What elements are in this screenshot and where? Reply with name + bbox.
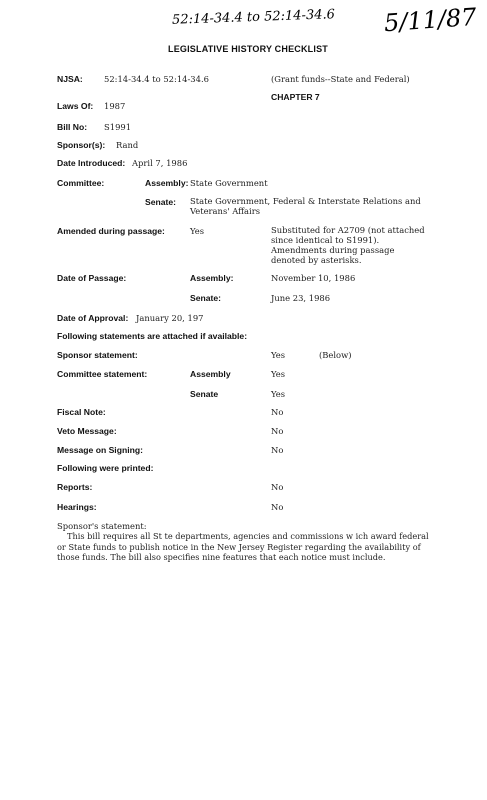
sponsors-value: Rand <box>116 140 139 150</box>
njsa-label: NJSA: <box>57 74 83 84</box>
passage-senate-label: Senate: <box>190 293 222 303</box>
passage-senate-value: June 23, 1986 <box>271 293 331 303</box>
page-title: LEGISLATIVE HISTORY CHECKLIST <box>168 44 328 54</box>
reports-label: Reports: <box>57 482 93 492</box>
attached-heading: Following statements are attached if available: <box>57 331 248 341</box>
laws-of-value: 1987 <box>104 101 126 111</box>
sponsor-statement-value: Yes <box>271 350 286 360</box>
handwritten-date: 5/11/87 <box>383 2 478 38</box>
fiscal-note-value: No <box>271 407 284 417</box>
committee-statement-senate-label: Senate <box>190 389 219 399</box>
committee-statement-assembly-label: Assembly <box>190 369 231 379</box>
date-of-approval-label: Date of Approval: <box>57 313 129 323</box>
message-signing-label: Message on Signing: <box>57 445 143 455</box>
printed-heading: Following were printed: <box>57 463 154 473</box>
committee-senate-value: State Government, Federal & Interstate Relations and Veterans' Affairs <box>190 196 421 216</box>
fiscal-note-label: Fiscal Note: <box>57 407 106 417</box>
date-of-passage-label: Date of Passage: <box>57 273 127 283</box>
bill-no-label: Bill No: <box>57 122 88 132</box>
hearings-label: Hearings: <box>57 502 97 512</box>
date-introduced-value: April 7, 1986 <box>132 158 188 168</box>
date-introduced-label: Date Introduced: <box>57 158 126 168</box>
committee-assembly-label: Assembly: <box>145 178 189 188</box>
passage-assembly-value: November 10, 1986 <box>271 273 356 283</box>
message-signing-value: No <box>271 445 284 455</box>
veto-message-value: No <box>271 426 284 436</box>
amended-note: Substituted for A2709 (not attached since identical to S1991). Amendments during passage denoted by asterisks. <box>271 225 425 265</box>
hearings-value: No <box>271 502 284 512</box>
reports-value: No <box>271 482 284 492</box>
committee-statement-assembly-value: Yes <box>271 369 286 379</box>
committee-statement-label: Committee statement: <box>57 369 148 379</box>
amended-label: Amended during passage: <box>57 226 165 236</box>
committee-senate-label: Senate: <box>145 197 177 207</box>
passage-assembly-label: Assembly: <box>190 273 234 283</box>
sponsor-statement-note: (Below) <box>319 350 352 360</box>
committee-label: Committee: <box>57 178 105 188</box>
veto-message-label: Veto Message: <box>57 426 117 436</box>
njsa-value: 52:14-34.4 to 52:14-34.6 <box>104 74 209 84</box>
handwritten-statute-range: 52:14-34.4 to 52:14-34.6 <box>171 7 336 28</box>
njsa-note: (Grant funds--State and Federal) <box>271 74 410 84</box>
sponsor-statement-label: Sponsor statement: <box>57 350 138 360</box>
statement-heading: Sponsor's statement: <box>57 521 147 531</box>
chapter-label: CHAPTER 7 <box>271 92 320 102</box>
committee-statement-senate-value: Yes <box>271 389 286 399</box>
bill-no-value: S1991 <box>104 122 132 132</box>
statement-body: This bill requires all St te departments, agencies and commissions w ich award federal or State funds to publish notice in the New Jersey Register regarding the availability of those funds. The bill also specifies nine features that each notice must include. <box>57 531 429 562</box>
committee-assembly-value: State Government <box>190 178 268 188</box>
amended-value: Yes <box>190 226 205 236</box>
sponsors-label: Sponsor(s): <box>57 140 106 150</box>
date-of-approval-value: January 20, 197 <box>136 313 204 323</box>
laws-of-label: Laws Of: <box>57 101 94 111</box>
